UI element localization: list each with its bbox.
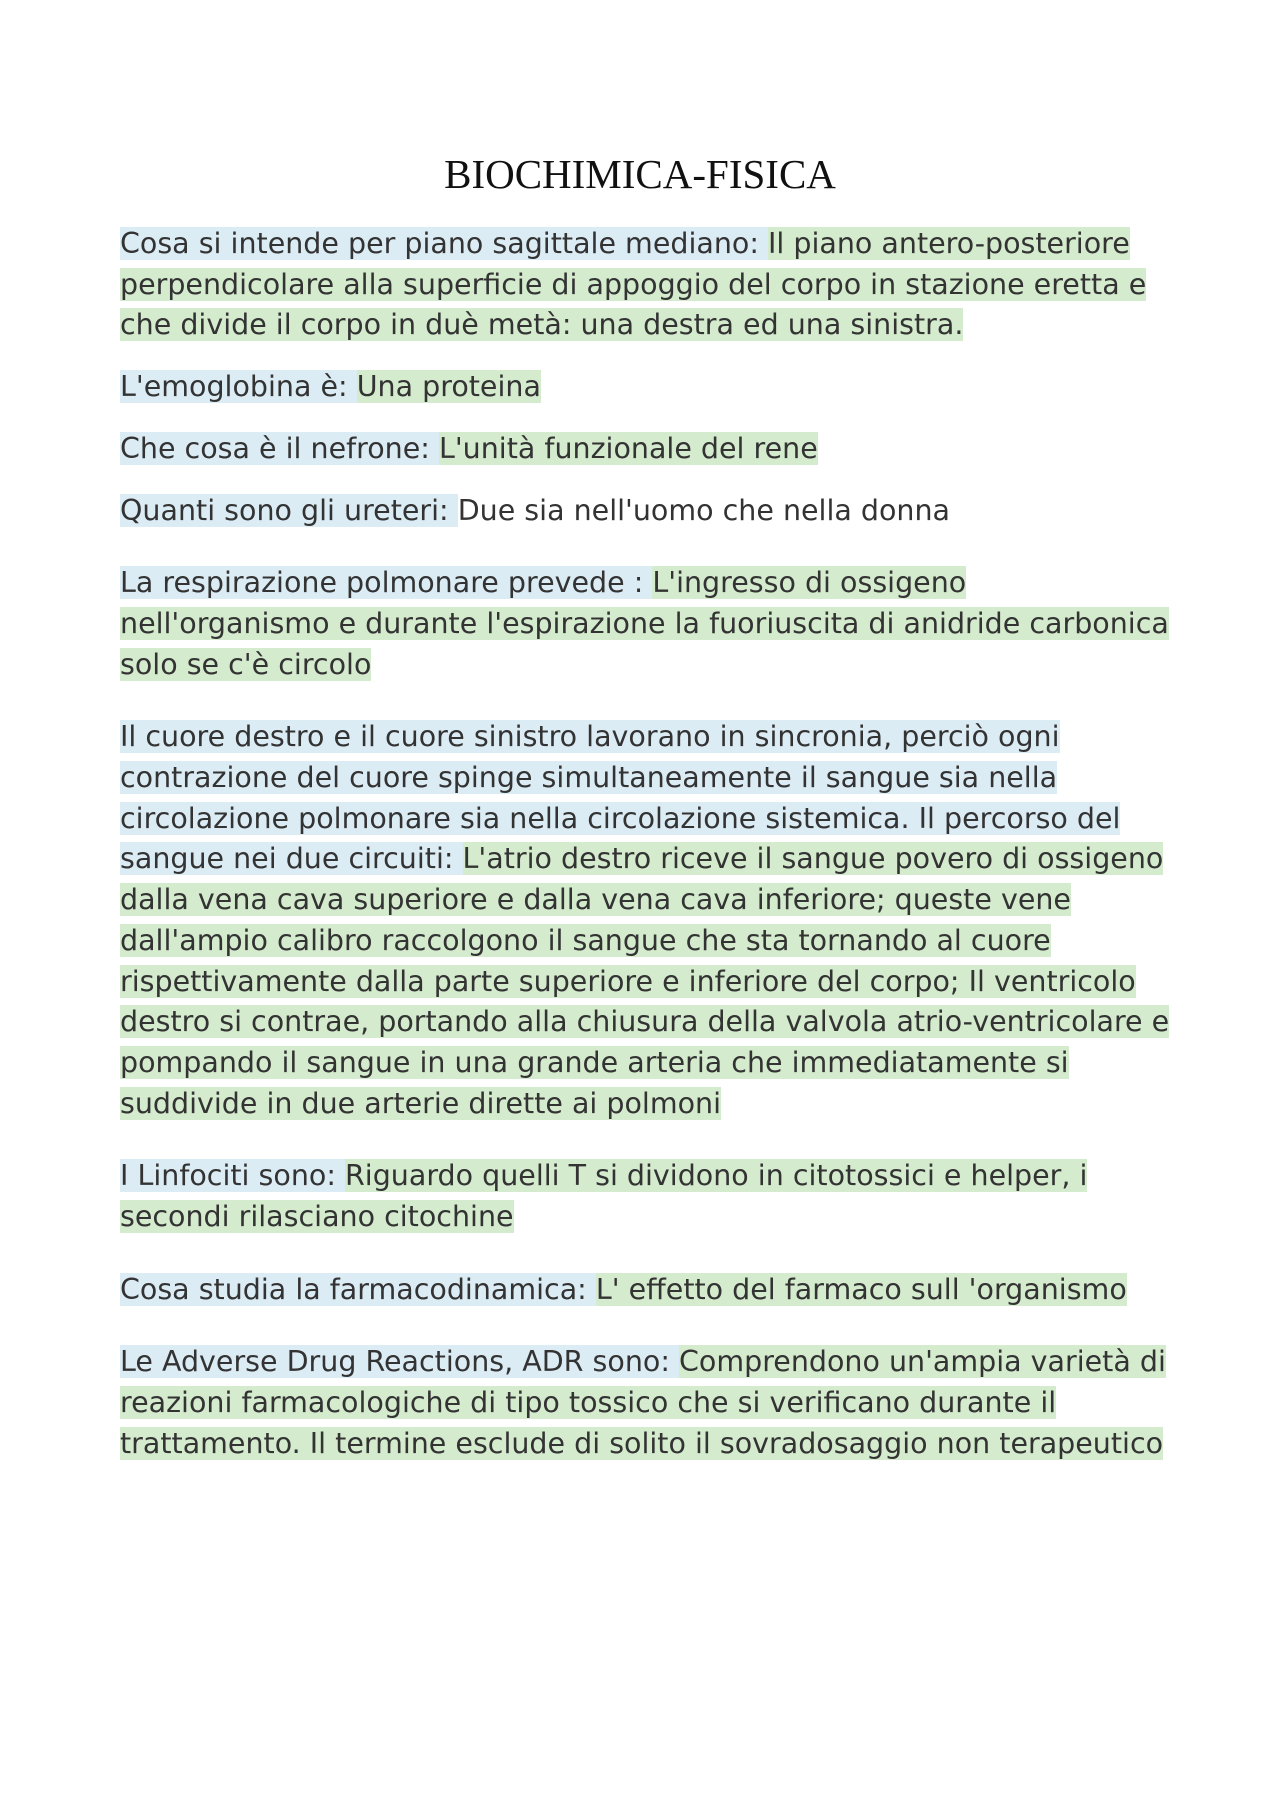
qa-item-heart-circuits bbox=[120, 717, 1170, 1124]
answer-text: Il piano antero-posteriore perpendicolare alla superficie di appoggio del corpo in stazione eretta e che divide il corpo in duè metà: una destra ed una sinistra. bbox=[120, 227, 1147, 342]
qa-item-adr bbox=[120, 1342, 1170, 1464]
answer-text: Due sia nell'uomo che nella donna bbox=[457, 493, 951, 527]
question-text: Le Adverse Drug Reactions, ADR sono: bbox=[120, 1345, 679, 1379]
qa-item-sagittal-plane bbox=[120, 224, 1170, 346]
question-text: La respirazione polmonare prevede : bbox=[120, 566, 653, 600]
answer-text: L'ingresso di ossigeno nell'organismo e durante l'espirazione la fuoriuscita di anidride carbonica solo se c'è circolo bbox=[120, 566, 1169, 681]
qa-item-ureters bbox=[120, 491, 1170, 532]
question-text: Che cosa è il nefrone: bbox=[120, 431, 439, 465]
qa-item-nephron bbox=[120, 429, 1170, 470]
answer-text: Comprendono un'ampia varietà di reazioni farmacologiche di tipo tossico che si verificano durante il trattamento. Il termine esclude di solito il sovradosaggio non terapeutico bbox=[120, 1345, 1166, 1460]
answer-text: L' effetto del farmaco sull 'organismo bbox=[595, 1272, 1127, 1306]
question-text: Il cuore destro e il cuore sinistro lavorano in sincronia, perciò ogni contrazione del cuore spinge simultaneamente il sangue sia nella circolazione polmonare sia nella circolazione sistemica. Il percorso del sangue nei due circuiti: bbox=[120, 720, 1121, 876]
answer-text: Riguardo quelli T si dividono in citotossici e helper, i secondi rilasciano citochine bbox=[120, 1159, 1088, 1234]
answer-text: Una proteina bbox=[356, 370, 541, 404]
qa-item-lymphocytes bbox=[120, 1156, 1170, 1237]
answer-text: L'atrio destro riceve il sangue povero di ossigeno dalla vena cava superiore e dalla vena cava inferiore; queste vene dall'ampio calibro raccolgono il sangue che sta tornando al cuore rispettivamente dalla parte superiore e inferiore del corpo; Il ventricolo destro si contrae, portando alla chiusura della valvola atrio-ventricolare e pompando il sangue in una grande arteria che immediatamente si suddivide in due arterie dirette ai polmoni bbox=[120, 842, 1170, 1120]
document-title: BIOCHIMICA-FISICA bbox=[444, 151, 836, 197]
qa-item-hemoglobin bbox=[120, 367, 1170, 408]
question-text: L'emoglobina è: bbox=[120, 370, 357, 404]
document-body bbox=[120, 224, 1170, 1465]
answer-text: L'unità funzionale del rene bbox=[438, 431, 818, 465]
qa-item-respiration bbox=[120, 563, 1170, 685]
question-text: I Linfociti sono: bbox=[120, 1159, 345, 1193]
question-text: Quanti sono gli ureteri: bbox=[120, 493, 458, 527]
question-text: Cosa studia la farmacodinamica: bbox=[120, 1272, 596, 1306]
qa-item-pharmacodynamics bbox=[120, 1270, 1170, 1311]
question-text: Cosa si intende per piano sagittale mediano: bbox=[120, 227, 768, 260]
